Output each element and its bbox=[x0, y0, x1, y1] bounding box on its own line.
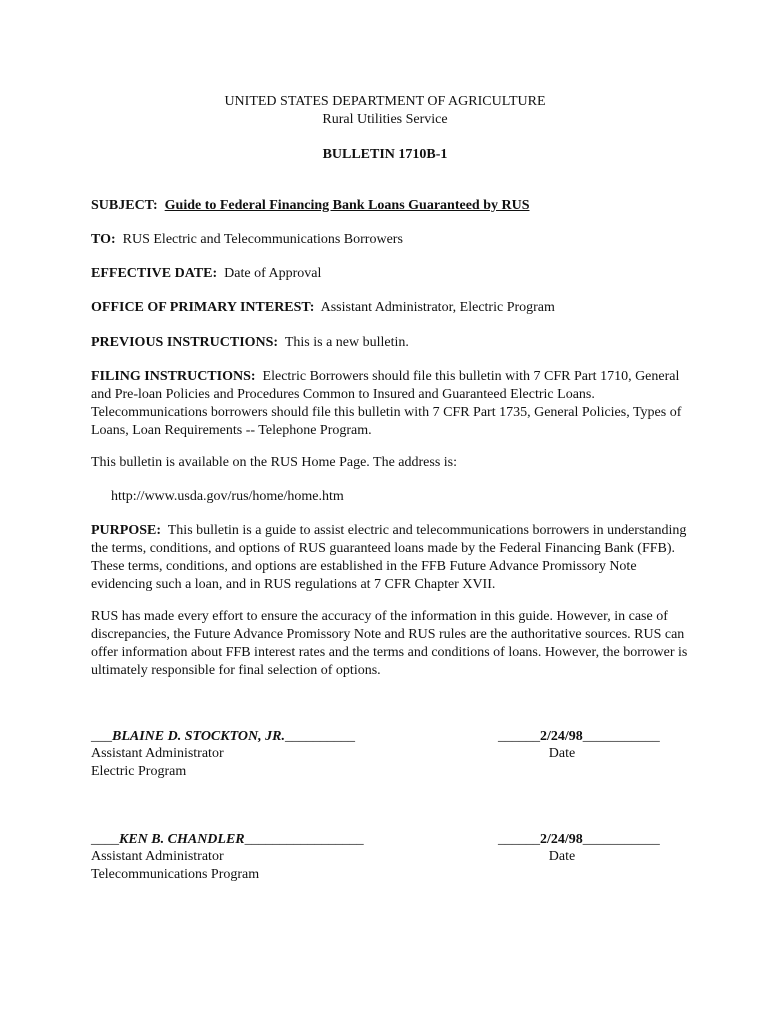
effective-date-label: EFFECTIVE DATE: bbox=[91, 266, 218, 281]
date-label: Date bbox=[548, 746, 576, 761]
signature-name-line-2 bbox=[91, 831, 364, 849]
disclaimer-line-2: discrepancies, the Future Advance Promissory Note and RUS rules are the authoritative sources. RUS can bbox=[91, 627, 685, 642]
office-label: OFFICE OF PRIMARY INTEREST: bbox=[91, 300, 315, 315]
previous-label: PREVIOUS INSTRUCTIONS: bbox=[91, 335, 279, 350]
department-heading: UNITED STATES DEPARTMENT OF AGRICULTURE bbox=[224, 94, 546, 109]
filing-label: FILING INSTRUCTIONS: bbox=[91, 369, 256, 384]
date-trail-rule: ___________ bbox=[582, 832, 660, 847]
signatory-name: KEN B. CHANDLER bbox=[119, 832, 245, 847]
purpose-line-4: evidencing such a loan, and in RUS regulations at 7 CFR Chapter XVII. bbox=[91, 577, 496, 592]
date-label: Date bbox=[548, 849, 576, 864]
purpose-label: PURPOSE: bbox=[91, 523, 161, 538]
filing-line-3: Telecommunications borrowers should file this bulletin with 7 CFR Part 1735, General Policies, Types of bbox=[91, 405, 682, 420]
signature-trail-rule: _________________ bbox=[244, 832, 364, 847]
date-lead-rule: ______ bbox=[498, 729, 540, 744]
date-lead-rule: ______ bbox=[498, 832, 540, 847]
effective-date-line bbox=[91, 265, 321, 283]
subject-label: SUBJECT: bbox=[91, 198, 158, 213]
purpose-line-2: the terms, conditions, and options of RUS guaranteed loans made by the Federal Financing Bank (FFB). bbox=[91, 541, 676, 556]
home-page-url[interactable]: http://www.usda.gov/rus/home/home.htm bbox=[111, 489, 344, 504]
subject-line bbox=[91, 197, 529, 215]
previous-value: This is a new bulletin. bbox=[284, 335, 409, 350]
signatory-program: Telecommunications Program bbox=[91, 867, 260, 882]
filing-line-4: Loans, Loan Requirements -- Telephone Program. bbox=[91, 423, 372, 438]
service-heading: Rural Utilities Service bbox=[322, 112, 448, 127]
filing-line-1: Electric Borrowers should file this bulletin with 7 CFR Part 1710, General bbox=[262, 369, 680, 384]
disclaimer-section bbox=[91, 608, 691, 680]
disclaimer-line-3: offer information about FFB interest rates and the terms and conditions of loans. However, the borrower is bbox=[91, 645, 688, 660]
purpose-line-1: This bulletin is a guide to assist electric and telecommunications borrowers in understanding bbox=[167, 523, 687, 538]
signature-trail-rule: __________ bbox=[284, 729, 355, 744]
signature-date-line-2 bbox=[498, 831, 668, 849]
signature-date-line-1 bbox=[498, 728, 668, 746]
disclaimer-line-4: ultimately responsible for final selection of options. bbox=[91, 663, 381, 678]
to-label: TO: bbox=[91, 232, 116, 247]
signature-lead-rule: ____ bbox=[91, 832, 119, 847]
signature-name-line-1 bbox=[91, 728, 355, 746]
bulletin-number: BULLETIN 1710B-1 bbox=[322, 147, 448, 162]
subject-value: Guide to Federal Financing Bank Loans Guaranteed by RUS bbox=[164, 198, 530, 213]
filing-line-2: and Pre-loan Policies and Procedures Common to Insured and Guaranteed Electric Loans. bbox=[91, 387, 595, 402]
to-value: RUS Electric and Telecommunications Borrowers bbox=[122, 232, 403, 247]
date-trail-rule: ___________ bbox=[582, 729, 660, 744]
purpose-section bbox=[91, 522, 691, 594]
signature-date: 2/24/98 bbox=[540, 729, 583, 744]
effective-date-value: Date of Approval bbox=[224, 266, 322, 281]
filing-instructions bbox=[91, 368, 691, 440]
office-line bbox=[91, 299, 555, 317]
to-line bbox=[91, 231, 403, 249]
previous-instructions-line bbox=[91, 334, 409, 352]
signature-lead-rule: ___ bbox=[91, 729, 112, 744]
signatory-program: Electric Program bbox=[91, 764, 187, 779]
signatory-title: Assistant Administrator bbox=[91, 849, 224, 864]
signatory-name: BLAINE D. STOCKTON, JR. bbox=[112, 729, 285, 744]
signatory-title: Assistant Administrator bbox=[91, 746, 224, 761]
disclaimer-line-1: RUS has made every effort to ensure the accuracy of the information in this guide. However, in case of bbox=[91, 609, 668, 624]
availability-text: This bulletin is available on the RUS Home Page. The address is: bbox=[91, 455, 458, 470]
signature-date: 2/24/98 bbox=[540, 832, 583, 847]
office-value: Assistant Administrator, Electric Program bbox=[320, 300, 555, 315]
purpose-line-3: These terms, conditions, and options are established in the FFB Future Advance Promissory Note bbox=[91, 559, 637, 574]
